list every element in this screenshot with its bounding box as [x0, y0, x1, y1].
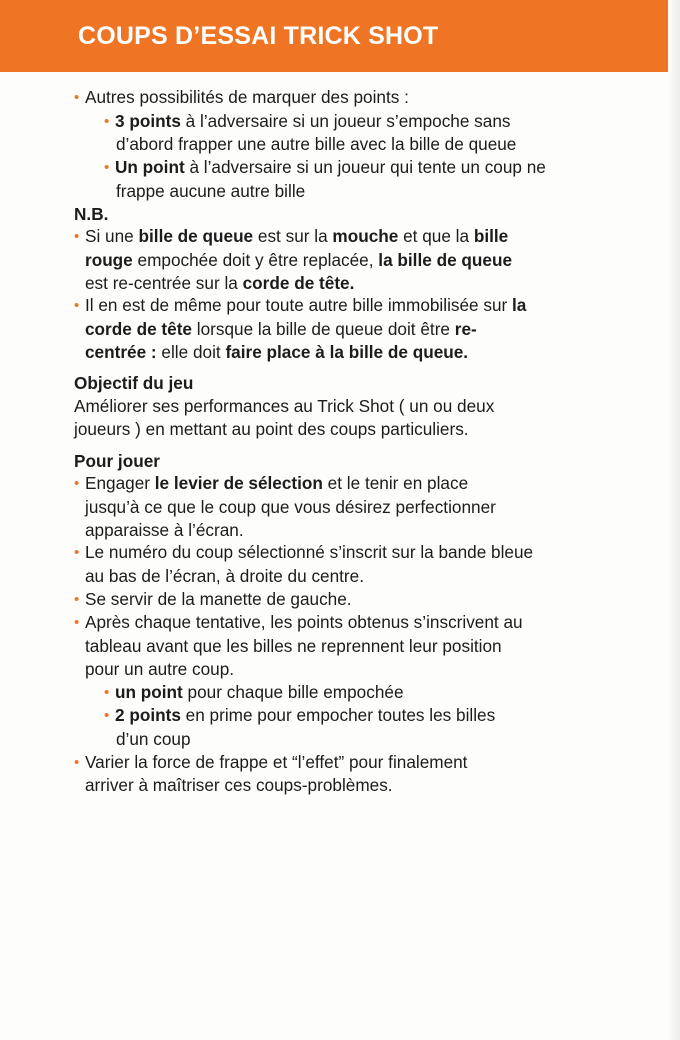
text-line: joueurs ) en mettant au point des coups particuliers. — [74, 418, 469, 439]
list-item: • un point pour chaque bille empochée — [74, 681, 608, 705]
text-line: est re-centrée sur la corde de tête. — [85, 272, 355, 293]
text-line: centrée : elle doit faire place à la bille de queue. — [85, 341, 469, 362]
header-bar — [0, 0, 668, 72]
text-line: corde de tête lorsque la bille de queue doit être re- — [85, 319, 477, 340]
list-item: • 2 points en prime pour empocher toutes les billes — [74, 704, 608, 728]
page-edge — [668, 0, 680, 1040]
list-item: • Il en est de même pour toute autre bille immobilisée sur la — [74, 294, 608, 318]
text-line: pour un autre coup. — [85, 658, 235, 679]
text-line: au bas de l’écran, à droite du centre. — [85, 566, 364, 587]
list-item: • Après chaque tentative, les points obtenus s’inscrivent au — [74, 611, 608, 635]
text-line: Améliorer ses performances au Trick Shot ( un ou deux — [74, 396, 495, 417]
list-item: • 3 points à l’adversaire si un joueur s’empoche sans — [74, 110, 608, 134]
bullet-icon: • — [74, 590, 80, 608]
bullet-icon: • — [104, 707, 110, 725]
section-heading-objectif: Objectif du jeu — [74, 373, 194, 394]
text-line: rouge empochée doit y être replacée, la bille de queue — [85, 249, 513, 270]
text-line: tableau avant que les billes ne reprennent leur position — [85, 636, 502, 657]
text-line: d’abord frapper une autre bille avec la bille de queue — [116, 134, 517, 155]
list-item: • Si une bille de queue est sur la mouche et que la bille — [74, 225, 608, 249]
bullet-icon: • — [104, 159, 110, 177]
section-heading-pour-jouer: Pour jouer — [74, 450, 160, 471]
text-line: d’un coup — [116, 728, 191, 749]
spacer — [74, 441, 608, 450]
list-item: • Engager le levier de sélection et le tenir en place — [74, 472, 608, 496]
bullet-icon: • — [74, 475, 80, 493]
list-item: • Autres possibilités de marquer des points : — [74, 86, 608, 110]
list-item: • Varier la force de frappe et “l’effet” pour finalement — [74, 751, 608, 775]
text-line: arriver à maîtriser ces coups-problèmes. — [85, 775, 393, 796]
bullet-icon: • — [74, 614, 80, 632]
bullet-icon: • — [74, 228, 80, 246]
list-item: • Se servir de la manette de gauche. — [74, 588, 608, 612]
bullet-icon: • — [104, 683, 110, 701]
text-line: jusqu’à ce que le coup que vous désirez perfectionner — [85, 496, 496, 517]
text-line: apparaisse à l’écran. — [85, 519, 244, 540]
bullet-icon: • — [74, 753, 80, 771]
list-item: • Un point à l’adversaire si un joueur qui tente un coup ne — [74, 156, 608, 180]
bullet-icon: • — [74, 297, 80, 315]
bullet-icon: • — [74, 89, 80, 106]
text-line: frappe aucune autre bille — [116, 180, 306, 201]
list-item: • Le numéro du coup sélectionné s’inscrit sur la bande bleue — [74, 541, 608, 565]
bullet-icon: • — [104, 112, 110, 130]
manual-text — [74, 86, 608, 797]
page-title: COUPS D’ESSAI TRICK SHOT — [78, 22, 439, 50]
bullet-icon: • — [74, 544, 80, 562]
spacer — [74, 363, 608, 372]
section-heading-nb: N.B. — [74, 203, 109, 224]
